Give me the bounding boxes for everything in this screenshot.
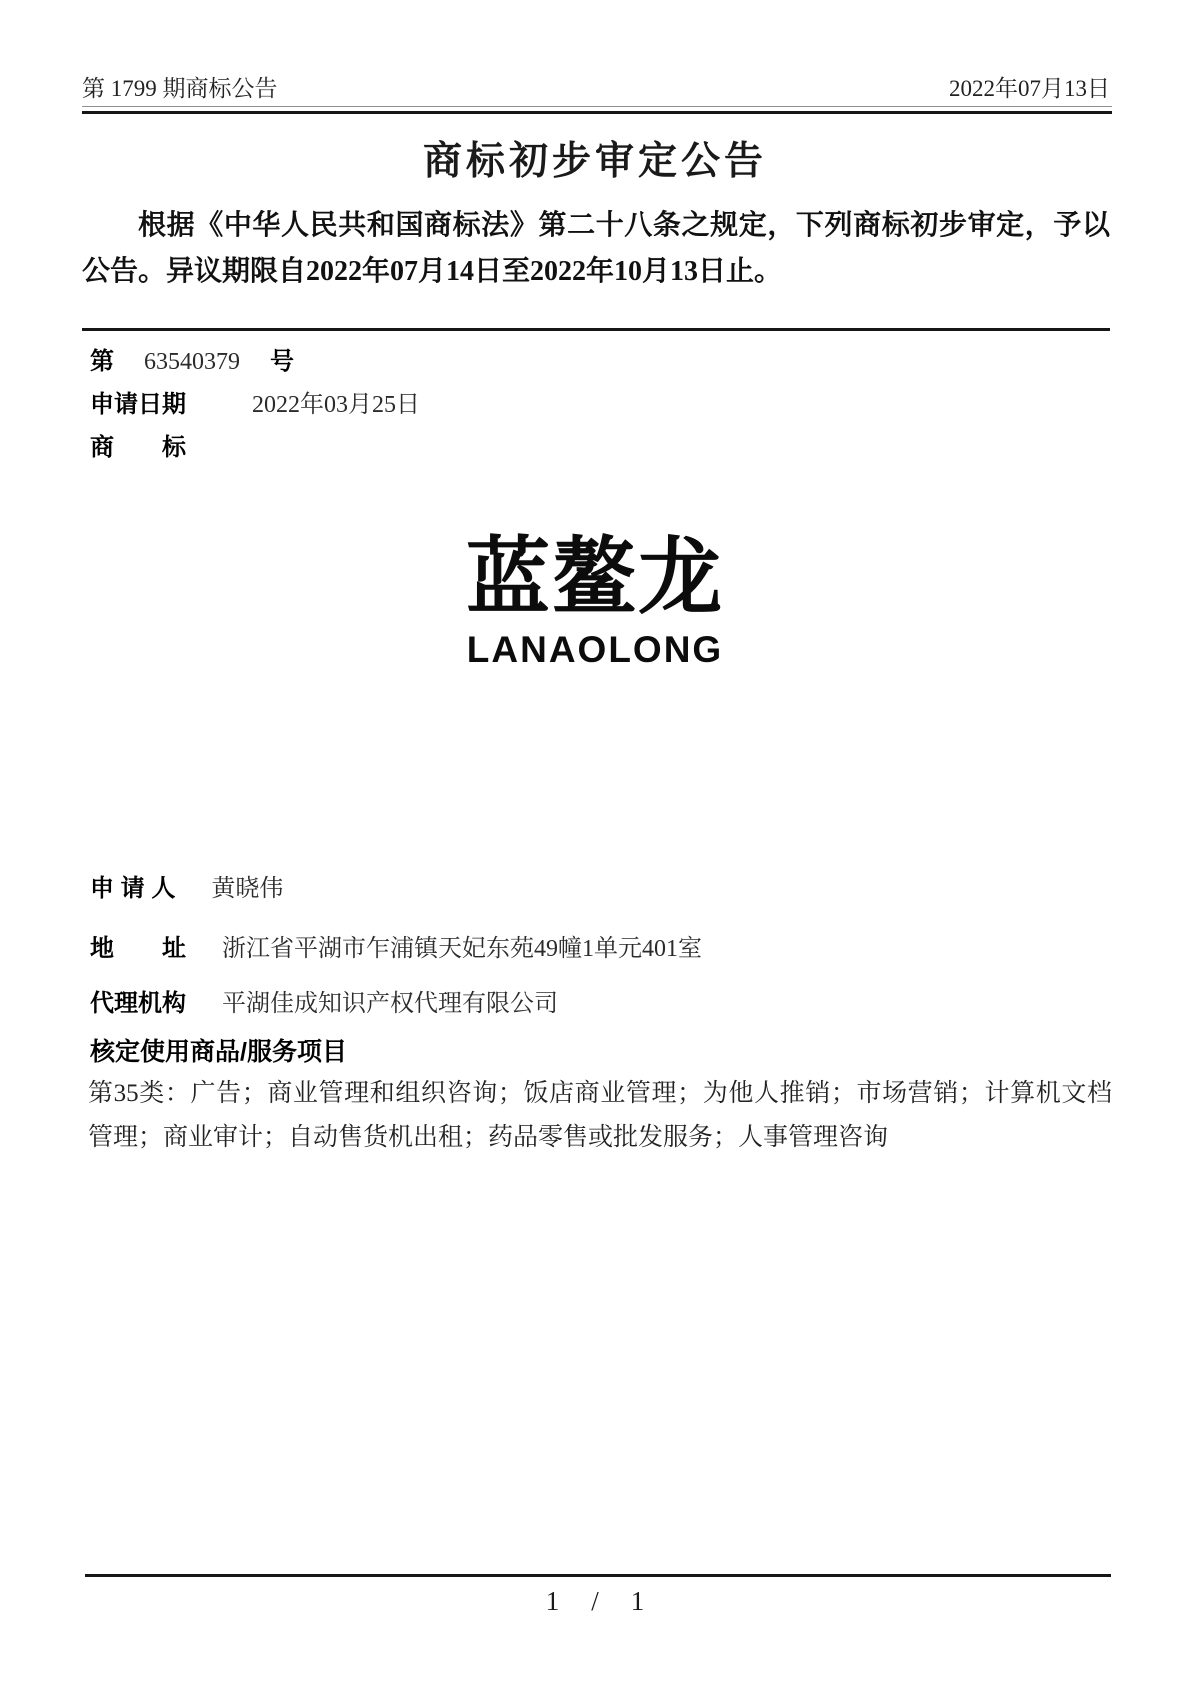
address-row — [90, 928, 1110, 963]
intro-paragraph: 根据《中华人民共和国商标法》第二十八条之规定，下列商标初步审定，予以公告。异议期限自2022年07月14日至2022年10月13日止。 — [82, 210, 1110, 287]
section-rule — [82, 328, 1110, 331]
applicant-value: 黄晓伟 — [211, 876, 284, 902]
registration-fields — [90, 341, 1110, 470]
page-title: 商标初步审定公告 — [422, 140, 767, 183]
applicant-row — [90, 868, 1110, 903]
registration-number-value: 63540379 — [144, 349, 240, 375]
page-number-total: 1 — [630, 1586, 645, 1616]
agency-row — [90, 983, 1110, 1018]
agency-value: 平湖佳成知识产权代理有限公司 — [222, 991, 558, 1017]
goods-services-text: 第35类：广告；商业管理和组织咨询；饭店商业管理；为他人推销；市场营销；计算机文档管理；商业审计；自动售货机出租；药品零售或批发服务；人事管理咨询 — [88, 1080, 1112, 1151]
goods-services-heading: 核定使用商品/服务项目 — [90, 1038, 347, 1066]
trademark-latin-text: LANAOLONG — [466, 629, 724, 671]
trademark-label-row — [90, 427, 1110, 470]
applicant-label: 申 请 人 — [90, 875, 176, 902]
registration-number-row — [90, 341, 1110, 384]
gazette-issue-label: 第 1799 期商标公告 — [82, 76, 278, 101]
address-label: 地 址 — [90, 935, 186, 962]
trademark-chinese-text: 蓝鳌龙 — [465, 532, 724, 625]
header-rule — [82, 106, 1112, 114]
page-number-current: 1 — [545, 1586, 560, 1616]
page-header — [82, 70, 1110, 103]
trademark-image — [0, 533, 1190, 671]
trademark-label: 商 标 — [90, 434, 186, 461]
page-number-separator: / — [591, 1586, 599, 1616]
page-number — [0, 1586, 1190, 1617]
address-value: 浙江省平湖市乍浦镇天妃东苑49幢1单元401室 — [222, 936, 702, 962]
number-prefix-label: 第 — [90, 348, 114, 375]
agency-label: 代理机构 — [90, 990, 186, 1017]
footer-rule — [85, 1574, 1111, 1577]
gazette-date-label: 2022年07月13日 — [949, 76, 1110, 101]
application-date-value: 2022年03月25日 — [252, 392, 420, 418]
application-date-row — [90, 384, 1110, 427]
application-date-label: 申请日期 — [90, 391, 186, 418]
number-suffix-label: 号 — [270, 348, 294, 375]
